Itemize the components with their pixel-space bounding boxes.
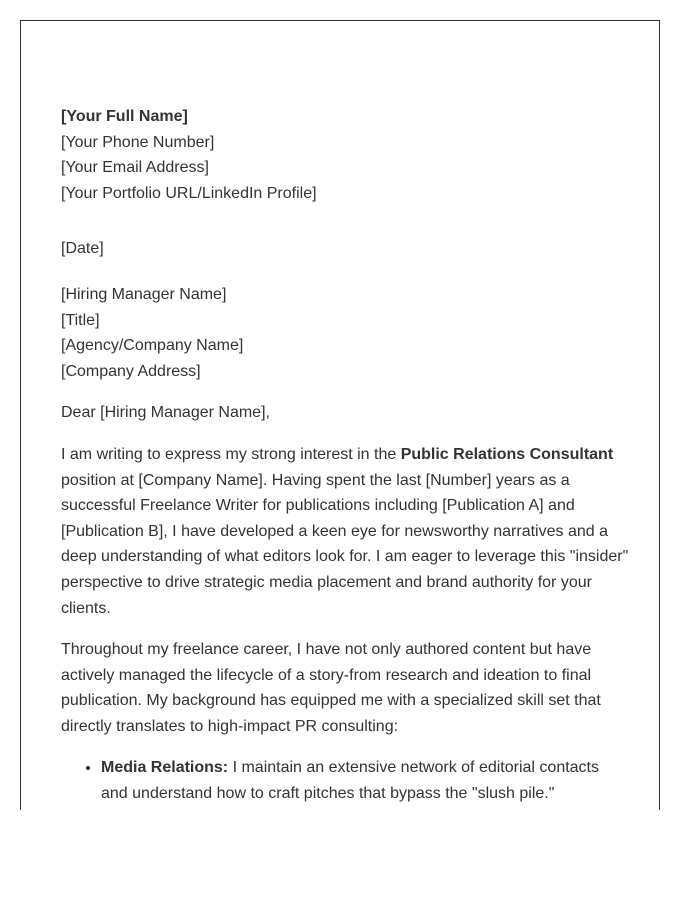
position-title: Public Relations Consultant bbox=[400, 445, 614, 463]
salutation: Dear [Hiring Manager Name], bbox=[61, 404, 270, 422]
sender-portfolio: [Your Portfolio URL/LinkedIn Profile] bbox=[61, 184, 317, 202]
recipient-title: [Title] bbox=[61, 311, 100, 329]
recipient-address: [Company Address] bbox=[61, 362, 201, 380]
date-block bbox=[61, 236, 629, 262]
document-page bbox=[20, 20, 660, 810]
recipient-name: [Hiring Manager Name] bbox=[61, 285, 227, 303]
paragraph-intro bbox=[61, 442, 629, 621]
paragraph-background: Throughout my freelance career, I have not only authored content but have actively managed the lifecycle of a story-from research and ideation to final publication. My background has equipped me with a specialized skill set that directly translates to high-impact PR consulting: bbox=[61, 641, 601, 735]
skill-label: Media Relations: bbox=[101, 759, 229, 777]
recipient-company: [Agency/Company Name] bbox=[61, 337, 244, 355]
list-item bbox=[101, 755, 629, 806]
recipient-block bbox=[61, 282, 629, 384]
skills-list bbox=[61, 755, 629, 806]
sender-name: [Your Full Name] bbox=[61, 108, 188, 125]
sender-phone: [Your Phone Number] bbox=[61, 133, 215, 151]
letter-date: [Date] bbox=[61, 240, 104, 258]
letter-body bbox=[61, 104, 629, 807]
paragraph-intro-start: I am writing to express my strong interest in the bbox=[61, 445, 401, 463]
paragraph-intro-end: position at [Company Name]. Having spent the last [Number] years as a successful Freelance Writer for publications including [Publication A] and [Publication B], I have developed a keen eye for newsworthy narratives and a deep understanding of what editors look for. I am eager to leverage this "insider" perspective to drive strategic media placement and brand authority for your clients. bbox=[61, 471, 629, 617]
sender-email: [Your Email Address] bbox=[61, 159, 209, 177]
skill-text: I maintain an extensive network of editorial contacts and understand how to craft pitches that bypass the "slush pile." bbox=[101, 759, 599, 803]
sender-block bbox=[61, 104, 629, 206]
